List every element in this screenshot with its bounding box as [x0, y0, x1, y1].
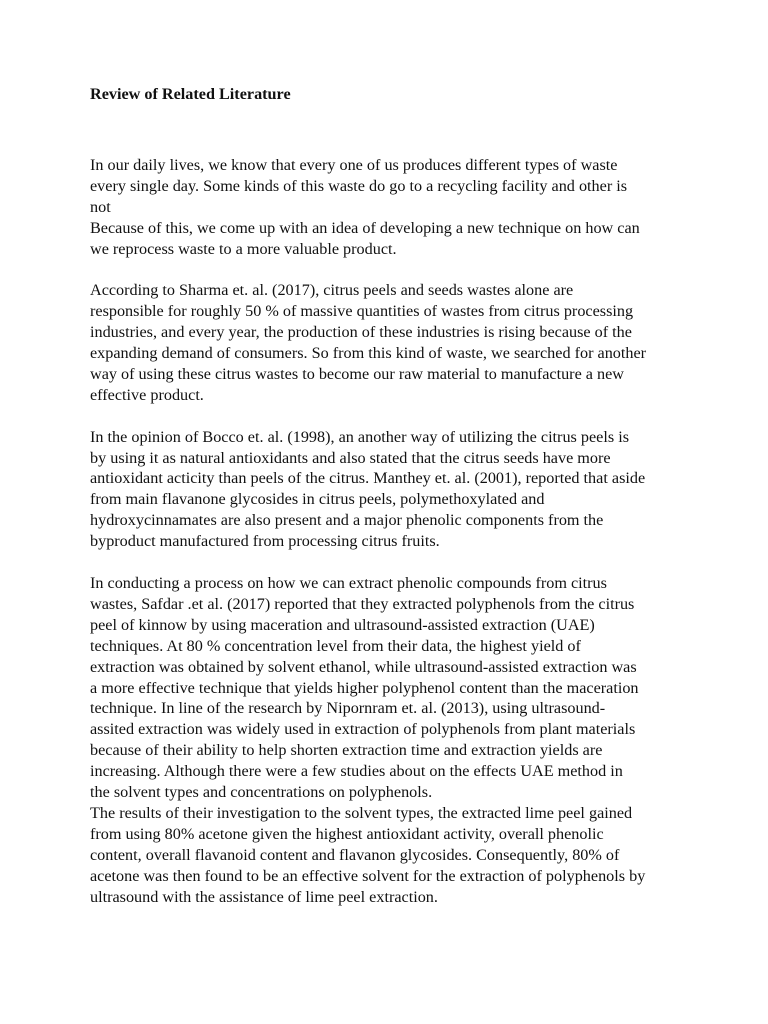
paragraph-line: every single day. Some kinds of this waste do go to a recycling facility and other is [90, 176, 628, 195]
paragraph-line: The results of their investigation to the solvent types, the extracted lime peel gained [90, 803, 633, 822]
paragraph-line: from main flavanone glycosides in citrus peels, polymethoxylated and [90, 490, 545, 509]
paragraph-line: by using it as natural antioxidants and also stated that the citrus seeds have more [90, 448, 611, 467]
paragraph-line: According to Sharma et. al. (2017), citrus peels and seeds wastes alone are [90, 281, 574, 300]
paragraph-line: industries, and every year, the production of these industries is rising because of the [90, 323, 632, 342]
paragraph-line: expanding demand of consumers. So from this kind of waste, we searched for another [90, 344, 647, 363]
paragraph-spacer [90, 552, 710, 573]
paragraph-line: extraction was obtained by solvent ethanol, while ultrasound-assisted extraction was [90, 657, 637, 676]
paragraph-line: assited extraction was widely used in extraction of polyphenols from plant materials [90, 720, 636, 739]
paragraph [90, 427, 710, 552]
paragraph-line: In conducting a process on how we can extract phenolic compounds from citrus [90, 573, 607, 592]
paragraph [90, 280, 710, 405]
paragraph-line: peel of kinnow by using maceration and ultrasound-assisted extraction (UAE) [90, 615, 595, 634]
paragraph-line: effective product. [90, 385, 204, 404]
paragraph-line: way of using these citrus wastes to become our raw material to manufacture a new [90, 364, 624, 383]
paragraph-line: responsible for roughly 50 % of massive quantities of wastes from citrus processing [90, 302, 634, 321]
paragraph-line: In the opinion of Bocco et. al. (1998), an another way of utilizing the citrus peels is [90, 427, 629, 446]
paragraph-line: ultrasound with the assistance of lime peel extraction. [90, 887, 438, 906]
paragraph-line: a more effective technique that yields higher polyphenol content than the maceration [90, 678, 639, 697]
paragraph [90, 155, 710, 260]
paragraph-line: not [90, 197, 111, 216]
document-page [90, 84, 710, 907]
paragraph-line: hydroxycinnamates are also present and a major phenolic components from the [90, 511, 604, 530]
paragraph-line: byproduct manufactured from processing citrus fruits. [90, 532, 440, 551]
paragraph-line: wastes, Safdar .et al. (2017) reported that they extracted polyphenols from the citrus [90, 594, 635, 613]
paragraph-line: increasing. Although there were a few studies about on the effects UAE method in [90, 762, 623, 781]
paragraph-line: we reprocess waste to a more valuable product. [90, 239, 397, 258]
paragraph-line: technique. In line of the research by Nipornram et. al. (2013), using ultrasound- [90, 699, 606, 718]
paragraph-line: techniques. At 80 % concentration level from their data, the highest yield of [90, 636, 581, 655]
paragraph-spacer [90, 259, 710, 280]
document-heading: Review of Related Literature [90, 85, 291, 103]
paragraph [90, 573, 710, 908]
paragraph-spacer [90, 406, 710, 427]
paragraph-line: acetone was then found to be an effective solvent for the extraction of polyphenols by [90, 866, 646, 885]
paragraph-line: from using 80% acetone given the highest antioxidant activity, overall phenolic [90, 824, 604, 843]
paragraph-line: In our daily lives, we know that every one of us produces different types of waste [90, 155, 618, 174]
paragraph-line: antioxidant acticity than peels of the citrus. Manthey et. al. (2001), reported that aside [90, 469, 646, 488]
paragraph-line: content, overall flavanoid content and flavanon glycosides. Consequently, 80% of [90, 845, 620, 864]
paragraph-line: because of their ability to help shorten extraction time and extraction yields are [90, 741, 603, 760]
heading-spacer [90, 105, 710, 155]
paragraph-line: the solvent types and concentrations on polyphenols. [90, 783, 433, 802]
paragraph-line: Because of this, we come up with an idea of developing a new technique on how can [90, 218, 640, 237]
document-body [90, 155, 710, 908]
